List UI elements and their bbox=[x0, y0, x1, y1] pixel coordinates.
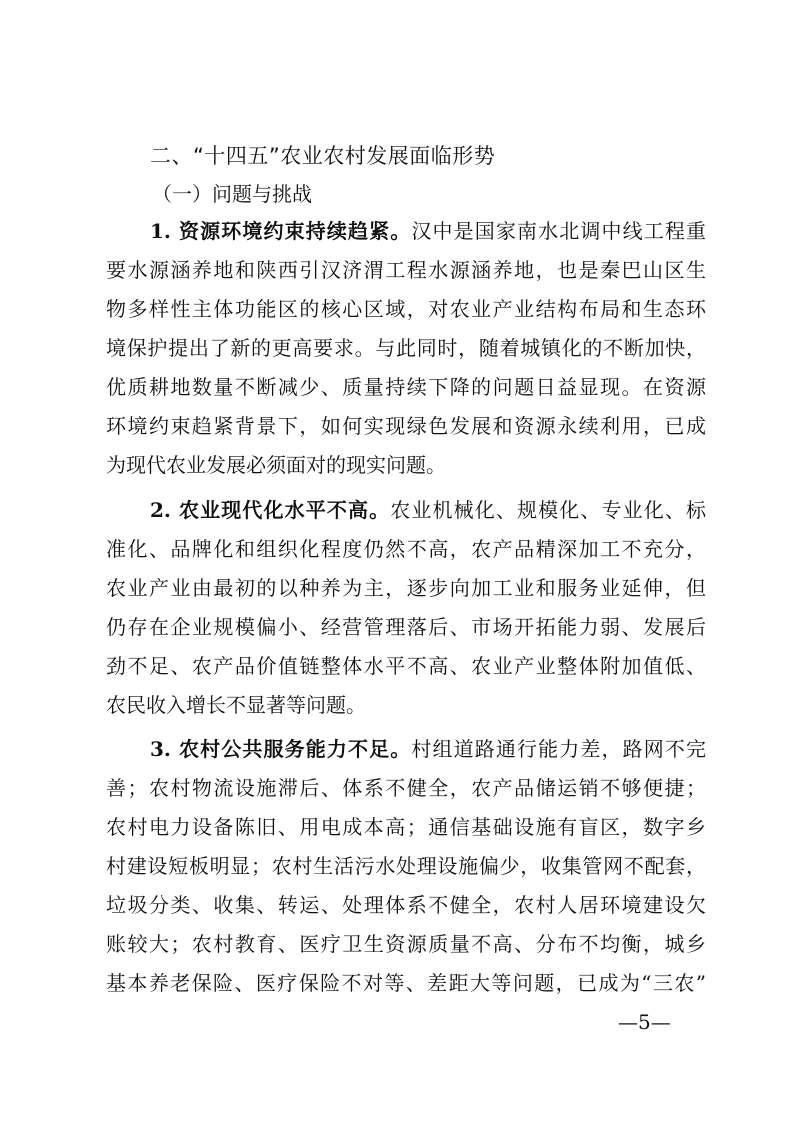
paragraph-line: 要水源涵养地和陕西引汉济渭工程水源涵养地，也是秦巴山区生 bbox=[106, 258, 706, 282]
page-number: —5— bbox=[618, 1010, 671, 1034]
paragraph-lead: 1. 资源环境约束持续趋紧。 bbox=[150, 219, 412, 243]
paragraph-line: 准化、品牌化和组织化程度仍然不高，农产品精深加工不充分， bbox=[106, 537, 706, 561]
paragraph-line: 农村电力设备陈旧、用电成本高；通信基础设施有盲区，数字乡 bbox=[106, 815, 706, 839]
paragraph-line: 仍存在企业规模偏小、经营管理落后、市场开拓能力弱、发展后 bbox=[106, 615, 706, 639]
paragraph-line: 物多样性主体功能区的核心区域，对农业产业结构布局和生态环 bbox=[106, 297, 706, 321]
paragraph-resource-environment bbox=[106, 212, 706, 485]
paragraph-line: 善；农村物流设施滞后、体系不健全，农产品储运销不够便捷； bbox=[106, 776, 706, 800]
paragraph-line: 境保护提出了新的更高要求。与此同时，随着城镇化的不断加快， bbox=[106, 336, 706, 360]
paragraph-first-line bbox=[106, 212, 706, 251]
paragraph-line: 农业产业由最初的以种养为主，逐步向加工业和服务业延伸，但 bbox=[106, 576, 706, 600]
paragraph-text: 汉中是国家南水北调中线工程重 bbox=[411, 219, 706, 243]
subsection-heading: （一）问题与挑战 bbox=[152, 182, 312, 206]
paragraph-line: 基本养老保险、医疗保险不对等、差距大等问题，已成为“三农” bbox=[106, 971, 706, 995]
paragraph-public-services bbox=[106, 730, 706, 1003]
paragraph-first-line bbox=[106, 730, 706, 769]
paragraph-line: 优质耕地数量不断减少、质量持续下降的问题日益显现。在资源 bbox=[106, 375, 706, 399]
paragraph-line: 环境约束趋紧背景下，如何实现绿色发展和资源永续利用，已成 bbox=[106, 414, 706, 438]
paragraph-lead: 2. 农业现代化水平不高。 bbox=[150, 498, 391, 522]
paragraph-line: 村建设短板明显；农村生活污水处理设施偏少，收集管网不配套， bbox=[106, 854, 706, 878]
paragraph-first-line bbox=[106, 491, 706, 530]
paragraph-lead: 3. 农村公共服务能力不足。 bbox=[150, 737, 412, 761]
paragraph-text: 农业机械化、规模化、专业化、标 bbox=[390, 498, 706, 522]
paragraph-line: 劲不足、农产品价值链整体水平不高、农业产业整体附加值低、 bbox=[106, 654, 706, 678]
section-heading: 二、“十四五”农业农村发展面临形势 bbox=[150, 144, 496, 168]
paragraph-line: 为现代农业发展必须面对的现实问题。 bbox=[106, 453, 446, 477]
paragraph-line: 农民收入增长不显著等问题。 bbox=[106, 693, 366, 717]
paragraph-text: 村组道路通行能力差，路网不完 bbox=[411, 737, 706, 761]
paragraph-agri-modernization bbox=[106, 491, 706, 725]
paragraph-line: 账较大；农村教育、医疗卫生资源质量不高、分布不均衡，城乡 bbox=[106, 932, 706, 956]
paragraph-line: 垃圾分类、收集、转运、处理体系不健全，农村人居环境建设欠 bbox=[106, 893, 706, 917]
